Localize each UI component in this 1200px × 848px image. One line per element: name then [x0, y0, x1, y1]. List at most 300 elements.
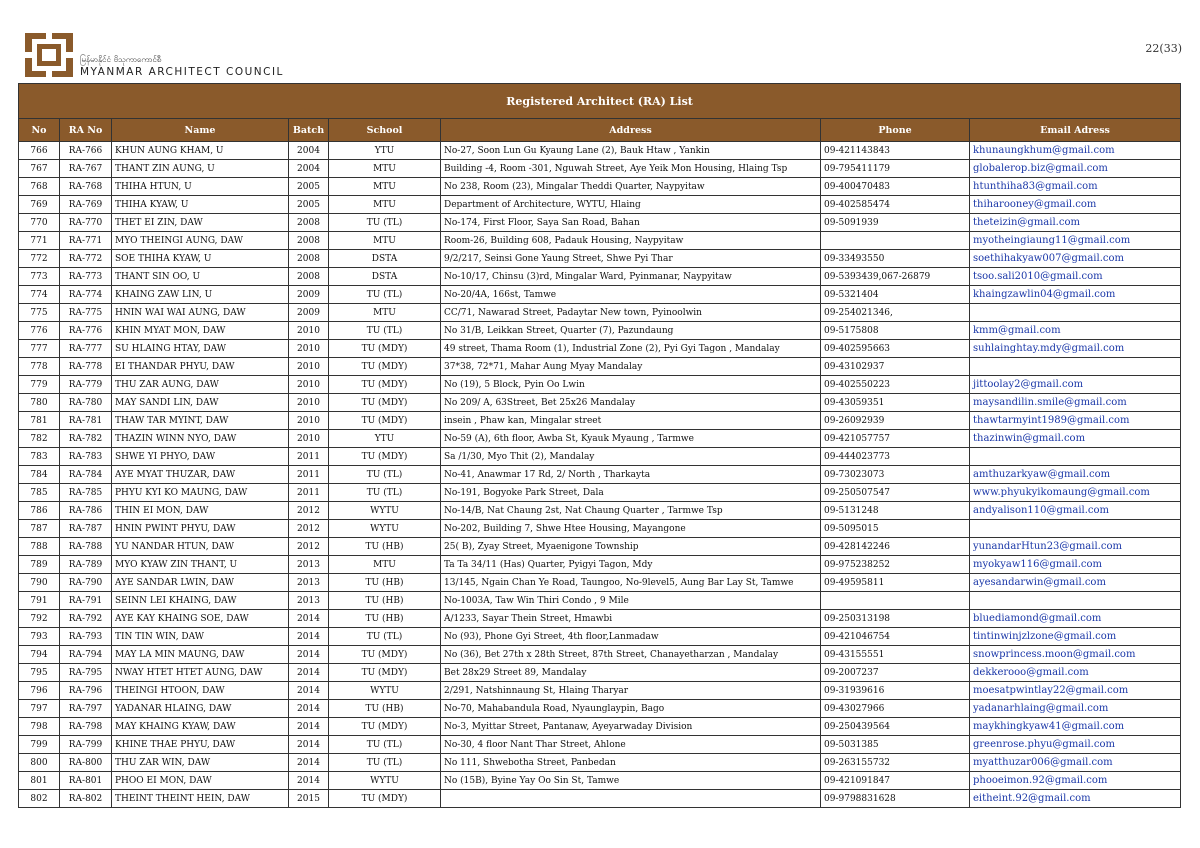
cell-address: 13/145, Ngain Chan Ye Road, Taungoo, No-9level5, Aung Bar Lay St, Tamwe: [441, 574, 821, 592]
cell-phone: 09-9798831628: [821, 790, 970, 808]
cell-ra-no: RA-795: [60, 664, 112, 682]
cell-no: 800: [19, 754, 60, 772]
cell-address: Building -4, Room -301, Nguwah Street, Aye Yeik Mon Housing, Hlaing Tsp: [441, 160, 821, 178]
cell-no: 791: [19, 592, 60, 610]
cell-email[interactable]: khaingzawlin04@gmail.com: [970, 286, 1181, 304]
cell-name: THET EI ZIN, DAW: [112, 214, 289, 232]
table-row: [19, 646, 1181, 664]
cell-email[interactable]: greenrose.phyu@gmail.com: [970, 736, 1181, 754]
cell-phone: 09-26092939: [821, 412, 970, 430]
cell-email[interactable]: yunandarHtun23@gmail.com: [970, 538, 1181, 556]
cell-ra-no: RA-768: [60, 178, 112, 196]
table-row: [19, 448, 1181, 466]
cell-ra-no: RA-798: [60, 718, 112, 736]
cell-email[interactable]: ayesandarwin@gmail.com: [970, 574, 1181, 592]
table-row: [19, 718, 1181, 736]
cell-batch: 2014: [289, 664, 329, 682]
cell-name: SOE THIHA KYAW, U: [112, 250, 289, 268]
cell-no: 776: [19, 322, 60, 340]
cell-email[interactable]: khunaungkhum@gmail.com: [970, 142, 1181, 160]
cell-ra-no: RA-787: [60, 520, 112, 538]
cell-email[interactable]: www.phyukyikomaung@gmail.com: [970, 484, 1181, 502]
cell-phone: 09-73023073: [821, 466, 970, 484]
cell-batch: 2012: [289, 520, 329, 538]
cell-email[interactable]: jittoolay2@gmail.com: [970, 376, 1181, 394]
cell-batch: 2014: [289, 754, 329, 772]
cell-school: DSTA: [329, 268, 441, 286]
cell-batch: 2010: [289, 412, 329, 430]
cell-ra-no: RA-800: [60, 754, 112, 772]
cell-address: No-3, Myittar Street, Pantanaw, Ayeyarwaday Division: [441, 718, 821, 736]
cell-school: TU (HB): [329, 592, 441, 610]
cell-email[interactable]: kmm@gmail.com: [970, 322, 1181, 340]
cell-ra-no: RA-771: [60, 232, 112, 250]
cell-address: A/1233, Sayar Thein Street, Hmawbi: [441, 610, 821, 628]
table-row: [19, 772, 1181, 790]
cell-no: 768: [19, 178, 60, 196]
cell-name: MYO KYAW ZIN THANT, U: [112, 556, 289, 574]
col-header-address: Address: [441, 119, 821, 142]
cell-batch: 2010: [289, 322, 329, 340]
cell-batch: 2010: [289, 394, 329, 412]
cell-school: MTU: [329, 160, 441, 178]
cell-ra-no: RA-797: [60, 700, 112, 718]
cell-email[interactable]: theteizin@gmail.com: [970, 214, 1181, 232]
cell-no: 802: [19, 790, 60, 808]
cell-name: THEINGI HTOON, DAW: [112, 682, 289, 700]
cell-name: KHINE THAE PHYU, DAW: [112, 736, 289, 754]
cell-batch: 2011: [289, 466, 329, 484]
cell-address: No-202, Building 7, Shwe Htee Housing, Mayangone: [441, 520, 821, 538]
table-row: [19, 394, 1181, 412]
cell-school: YTU: [329, 430, 441, 448]
cell-no: 781: [19, 412, 60, 430]
table-row: [19, 196, 1181, 214]
cell-no: 772: [19, 250, 60, 268]
cell-batch: 2008: [289, 214, 329, 232]
cell-name: SEINN LEI KHAING, DAW: [112, 592, 289, 610]
cell-name: PHYU KYI KO MAUNG, DAW: [112, 484, 289, 502]
cell-no: 775: [19, 304, 60, 322]
cell-ra-no: RA-773: [60, 268, 112, 286]
cell-batch: 2009: [289, 304, 329, 322]
cell-name: MAY SANDI LIN, DAW: [112, 394, 289, 412]
cell-school: TU (TL): [329, 484, 441, 502]
table-row: [19, 376, 1181, 394]
table-header-row: [19, 119, 1181, 142]
cell-batch: 2014: [289, 646, 329, 664]
cell-phone: 09-421091847: [821, 772, 970, 790]
cell-name: MAY KHAING KYAW, DAW: [112, 718, 289, 736]
cell-school: MTU: [329, 556, 441, 574]
col-header-batch: Batch: [289, 119, 329, 142]
cell-batch: 2014: [289, 628, 329, 646]
table-row: [19, 340, 1181, 358]
cell-phone: 09-5031385: [821, 736, 970, 754]
cell-email: [970, 304, 1181, 322]
cell-phone: 09-421143843: [821, 142, 970, 160]
cell-name: THANT SIN OO, U: [112, 268, 289, 286]
cell-no: 799: [19, 736, 60, 754]
cell-address: No-10/17, Chinsu (3)rd, Mingalar Ward, Pyinmanar, Naypyitaw: [441, 268, 821, 286]
cell-no: 782: [19, 430, 60, 448]
cell-school: TU (MDY): [329, 358, 441, 376]
cell-email[interactable]: htunthiha83@gmail.com: [970, 178, 1181, 196]
cell-ra-no: RA-775: [60, 304, 112, 322]
cell-email[interactable]: amthuzarkyaw@gmail.com: [970, 466, 1181, 484]
cell-name: THIHA HTUN, U: [112, 178, 289, 196]
cell-name: PHOO EI MON, DAW: [112, 772, 289, 790]
table-row: [19, 610, 1181, 628]
cell-email[interactable]: bluediamond@gmail.com: [970, 610, 1181, 628]
cell-name: AYE KAY KHAING SOE, DAW: [112, 610, 289, 628]
cell-email[interactable]: moesatpwintlay22@gmail.com: [970, 682, 1181, 700]
cell-address: No (36), Bet 27th x 28th Street, 87th Street, Chanayetharzan , Mandalay: [441, 646, 821, 664]
cell-batch: 2004: [289, 142, 329, 160]
cell-email[interactable]: thazinwin@gmail.com: [970, 430, 1181, 448]
cell-name: KHIN MYAT MON, DAW: [112, 322, 289, 340]
cell-address: Sa /1/30, Myo Thit (2), Mandalay: [441, 448, 821, 466]
table-row: [19, 700, 1181, 718]
cell-ra-no: RA-776: [60, 322, 112, 340]
table-row: [19, 412, 1181, 430]
cell-address: No (93), Phone Gyi Street, 4th floor,Lanmadaw: [441, 628, 821, 646]
cell-no: 798: [19, 718, 60, 736]
table-body: [19, 142, 1181, 808]
cell-no: 785: [19, 484, 60, 502]
table-row: [19, 484, 1181, 502]
cell-phone: 09-444023773: [821, 448, 970, 466]
table-row: [19, 466, 1181, 484]
cell-email[interactable]: globalerop.biz@gmail.com: [970, 160, 1181, 178]
cell-email[interactable]: maykhingkyaw41@gmail.com: [970, 718, 1181, 736]
cell-email[interactable]: tintinwinjzlzone@gmail.com: [970, 628, 1181, 646]
cell-ra-no: RA-769: [60, 196, 112, 214]
cell-no: 784: [19, 466, 60, 484]
cell-phone: 09-402585474: [821, 196, 970, 214]
cell-address: insein , Phaw kan, Mingalar street: [441, 412, 821, 430]
cell-phone: [821, 232, 970, 250]
cell-address: Bet 28x29 Street 89, Mandalay: [441, 664, 821, 682]
table-title-row: [19, 84, 1181, 119]
cell-no: 770: [19, 214, 60, 232]
cell-no: 779: [19, 376, 60, 394]
cell-phone: 09-402550223: [821, 376, 970, 394]
cell-name: THEINT THEINT HEIN, DAW: [112, 790, 289, 808]
cell-batch: 2011: [289, 484, 329, 502]
cell-phone: 09-250313198: [821, 610, 970, 628]
table-row: [19, 574, 1181, 592]
cell-ra-no: RA-786: [60, 502, 112, 520]
cell-name: YADANAR HLAING, DAW: [112, 700, 289, 718]
cell-batch: 2012: [289, 502, 329, 520]
cell-address: 2/291, Natshinnaung St, Hlaing Tharyar: [441, 682, 821, 700]
cell-name: TIN TIN WIN, DAW: [112, 628, 289, 646]
cell-phone: 09-263155732: [821, 754, 970, 772]
cell-name: AYE SANDAR LWIN, DAW: [112, 574, 289, 592]
cell-name: THAW TAR MYINT, DAW: [112, 412, 289, 430]
cell-batch: 2014: [289, 682, 329, 700]
cell-batch: 2014: [289, 736, 329, 754]
cell-no: 777: [19, 340, 60, 358]
cell-ra-no: RA-788: [60, 538, 112, 556]
cell-ra-no: RA-777: [60, 340, 112, 358]
cell-no: 788: [19, 538, 60, 556]
cell-address: No-41, Anawmar 17 Rd, 2/ North , Tharkayta: [441, 466, 821, 484]
cell-name: YU NANDAR HTUN, DAW: [112, 538, 289, 556]
cell-school: DSTA: [329, 250, 441, 268]
cell-school: TU (MDY): [329, 646, 441, 664]
cell-address: No-1003A, Taw Win Thiri Condo , 9 Mile: [441, 592, 821, 610]
cell-phone: 09-254021346,: [821, 304, 970, 322]
cell-batch: 2005: [289, 178, 329, 196]
cell-ra-no: RA-789: [60, 556, 112, 574]
cell-school: TU (TL): [329, 466, 441, 484]
cell-batch: 2010: [289, 430, 329, 448]
cell-phone: 09-975238252: [821, 556, 970, 574]
cell-batch: 2014: [289, 718, 329, 736]
cell-name: MYO THEINGI AUNG, DAW: [112, 232, 289, 250]
cell-name: MAY LA MIN MAUNG, DAW: [112, 646, 289, 664]
cell-school: TU (MDY): [329, 790, 441, 808]
table-row: [19, 520, 1181, 538]
cell-phone: 09-5091939: [821, 214, 970, 232]
table-row: [19, 178, 1181, 196]
cell-phone: 09-5321404: [821, 286, 970, 304]
cell-school: TU (MDY): [329, 664, 441, 682]
cell-no: 774: [19, 286, 60, 304]
cell-ra-no: RA-791: [60, 592, 112, 610]
cell-address: No (19), 5 Block, Pyin Oo Lwin: [441, 376, 821, 394]
cell-no: 793: [19, 628, 60, 646]
cell-email: [970, 448, 1181, 466]
cell-name: THU ZAR WIN, DAW: [112, 754, 289, 772]
cell-phone: 09-43059351: [821, 394, 970, 412]
cell-batch: 2014: [289, 772, 329, 790]
cell-batch: 2008: [289, 268, 329, 286]
cell-name: HNIN WAI WAI AUNG, DAW: [112, 304, 289, 322]
cell-school: TU (MDY): [329, 412, 441, 430]
cell-name: THAZIN WINN NYO, DAW: [112, 430, 289, 448]
cell-school: TU (TL): [329, 754, 441, 772]
cell-address: Ta Ta 34/11 (Has) Quarter, Pyigyi Tagon, Mdy: [441, 556, 821, 574]
cell-address: Department of Architecture, WYTU, Hlaing: [441, 196, 821, 214]
cell-batch: 2005: [289, 196, 329, 214]
cell-phone: 09-33493550: [821, 250, 970, 268]
cell-address: No-70, Mahabandula Road, Nyaunglaypin, Bago: [441, 700, 821, 718]
cell-address: No 238, Room (23), Mingalar Theddi Quarter, Naypyitaw: [441, 178, 821, 196]
cell-email: [970, 592, 1181, 610]
cell-name: KHUN AUNG KHAM, U: [112, 142, 289, 160]
cell-email[interactable]: tsoo.sali2010@gmail.com: [970, 268, 1181, 286]
cell-no: 769: [19, 196, 60, 214]
cell-phone: 09-402595663: [821, 340, 970, 358]
cell-address: No 111, Shwebotha Street, Panbedan: [441, 754, 821, 772]
cell-school: MTU: [329, 196, 441, 214]
cell-email[interactable]: myotheingiaung11@gmail.com: [970, 232, 1181, 250]
cell-phone: 09-49595811: [821, 574, 970, 592]
table-row: [19, 160, 1181, 178]
cell-email[interactable]: dekkerooo@gmail.com: [970, 664, 1181, 682]
cell-address: CC/71, Nawarad Street, Padaytar New town, Pyinoolwin: [441, 304, 821, 322]
cell-email[interactable]: myatthuzar006@gmail.com: [970, 754, 1181, 772]
cell-email[interactable]: myokyaw116@gmail.com: [970, 556, 1181, 574]
cell-ra-no: RA-782: [60, 430, 112, 448]
cell-school: TU (MDY): [329, 340, 441, 358]
cell-batch: 2012: [289, 538, 329, 556]
table-row: [19, 250, 1181, 268]
cell-name: THIN EI MON, DAW: [112, 502, 289, 520]
cell-phone: 09-5131248: [821, 502, 970, 520]
cell-address: 25( B), Zyay Street, Myaenigone Township: [441, 538, 821, 556]
cell-no: 766: [19, 142, 60, 160]
cell-address: Room-26, Building 608, Padauk Housing, Naypyitaw: [441, 232, 821, 250]
cell-name: NWAY HTET HTET AUNG, DAW: [112, 664, 289, 682]
cell-email[interactable]: thawtarmyint1989@gmail.com: [970, 412, 1181, 430]
org-name-myanmar: မြန်မာနိုင်ငံ ဗိသုကာကောင်စီ: [80, 55, 162, 64]
cell-ra-no: RA-792: [60, 610, 112, 628]
col-header-phone: Phone: [821, 119, 970, 142]
cell-ra-no: RA-774: [60, 286, 112, 304]
cell-ra-no: RA-794: [60, 646, 112, 664]
cell-school: WYTU: [329, 502, 441, 520]
cell-no: 797: [19, 700, 60, 718]
cell-phone: 09-43027966: [821, 700, 970, 718]
cell-no: 794: [19, 646, 60, 664]
cell-ra-no: RA-778: [60, 358, 112, 376]
cell-school: MTU: [329, 232, 441, 250]
mac-logo-icon: [24, 32, 74, 78]
cell-batch: 2008: [289, 250, 329, 268]
cell-phone: 09-2007237: [821, 664, 970, 682]
cell-no: 767: [19, 160, 60, 178]
cell-school: TU (HB): [329, 574, 441, 592]
cell-ra-no: RA-802: [60, 790, 112, 808]
table-row: [19, 628, 1181, 646]
table-row: [19, 268, 1181, 286]
table-row: [19, 142, 1181, 160]
cell-email[interactable]: yadanarhlaing@gmail.com: [970, 700, 1181, 718]
cell-no: 792: [19, 610, 60, 628]
table-row: [19, 214, 1181, 232]
cell-school: TU (MDY): [329, 376, 441, 394]
table-row: [19, 502, 1181, 520]
cell-no: 795: [19, 664, 60, 682]
cell-phone: 09-250439564: [821, 718, 970, 736]
cell-ra-no: RA-766: [60, 142, 112, 160]
cell-ra-no: RA-799: [60, 736, 112, 754]
cell-no: 789: [19, 556, 60, 574]
cell-no: 786: [19, 502, 60, 520]
cell-ra-no: RA-783: [60, 448, 112, 466]
col-header-name: Name: [112, 119, 289, 142]
cell-no: 790: [19, 574, 60, 592]
cell-school: WYTU: [329, 772, 441, 790]
cell-ra-no: RA-784: [60, 466, 112, 484]
table-row: [19, 286, 1181, 304]
page-number: 22(33): [1145, 42, 1182, 55]
cell-school: TU (TL): [329, 214, 441, 232]
cell-name: THIHA KYAW, U: [112, 196, 289, 214]
cell-phone: [821, 592, 970, 610]
cell-phone: 09-400470483: [821, 178, 970, 196]
col-header-ra-no: RA No: [60, 119, 112, 142]
cell-email[interactable]: maysandilin.smile@gmail.com: [970, 394, 1181, 412]
table-row: [19, 664, 1181, 682]
cell-ra-no: RA-772: [60, 250, 112, 268]
cell-address: No 31/B, Leikkan Street, Quarter (7), Pazundaung: [441, 322, 821, 340]
cell-batch: 2015: [289, 790, 329, 808]
cell-phone: 09-31939616: [821, 682, 970, 700]
table-row: [19, 790, 1181, 808]
page-header: [24, 32, 424, 80]
table-row: [19, 358, 1181, 376]
col-header-email: Email Adress: [970, 119, 1181, 142]
cell-batch: 2011: [289, 448, 329, 466]
cell-email[interactable]: phooeimon.92@gmail.com: [970, 772, 1181, 790]
cell-email: [970, 358, 1181, 376]
cell-address: No-30, 4 floor Nant Thar Street, Ahlone: [441, 736, 821, 754]
cell-ra-no: RA-779: [60, 376, 112, 394]
cell-email[interactable]: thiharooney@gmail.com: [970, 196, 1181, 214]
cell-address: 49 street, Thama Room (1), Industrial Zone (2), Pyi Gyi Tagon , Mandalay: [441, 340, 821, 358]
cell-phone: 09-421046754: [821, 628, 970, 646]
cell-email[interactable]: snowprincess.moon@gmail.com: [970, 646, 1181, 664]
cell-school: TU (MDY): [329, 718, 441, 736]
col-header-no: No: [19, 119, 60, 142]
cell-phone: 09-43102937: [821, 358, 970, 376]
cell-school: MTU: [329, 304, 441, 322]
cell-batch: 2009: [289, 286, 329, 304]
cell-ra-no: RA-770: [60, 214, 112, 232]
cell-phone: 09-421057757: [821, 430, 970, 448]
cell-email[interactable]: andyalison110@gmail.com: [970, 502, 1181, 520]
cell-batch: 2010: [289, 358, 329, 376]
cell-address: [441, 790, 821, 808]
cell-batch: 2014: [289, 700, 329, 718]
cell-school: TU (TL): [329, 322, 441, 340]
cell-no: 773: [19, 268, 60, 286]
cell-name: AYE MYAT THUZAR, DAW: [112, 466, 289, 484]
org-name: MYANMAR ARCHITECT COUNCIL: [80, 66, 284, 78]
cell-ra-no: RA-801: [60, 772, 112, 790]
table-row: [19, 538, 1181, 556]
cell-school: TU (TL): [329, 286, 441, 304]
cell-phone: 09-5393439,067-26879: [821, 268, 970, 286]
table-row: [19, 304, 1181, 322]
cell-email: [970, 520, 1181, 538]
cell-address: 9/2/217, Seinsi Gone Yaung Street, Shwe Pyi Thar: [441, 250, 821, 268]
cell-name: HNIN PWINT PHYU, DAW: [112, 520, 289, 538]
cell-email[interactable]: eitheint.92@gmail.com: [970, 790, 1181, 808]
cell-school: TU (HB): [329, 610, 441, 628]
cell-school: MTU: [329, 178, 441, 196]
cell-no: 796: [19, 682, 60, 700]
cell-batch: 2014: [289, 610, 329, 628]
cell-email[interactable]: soethihakyaw007@gmail.com: [970, 250, 1181, 268]
col-header-school: School: [329, 119, 441, 142]
table-row: [19, 430, 1181, 448]
cell-email[interactable]: suhlainghtay.mdy@gmail.com: [970, 340, 1181, 358]
cell-no: 787: [19, 520, 60, 538]
cell-address: 37*38, 72*71, Mahar Aung Myay Mandalay: [441, 358, 821, 376]
cell-batch: 2013: [289, 592, 329, 610]
cell-name: SHWE YI PHYO, DAW: [112, 448, 289, 466]
cell-batch: 2008: [289, 232, 329, 250]
cell-batch: 2010: [289, 340, 329, 358]
cell-address: No-191, Bogyoke Park Street, Dala: [441, 484, 821, 502]
cell-ra-no: RA-767: [60, 160, 112, 178]
